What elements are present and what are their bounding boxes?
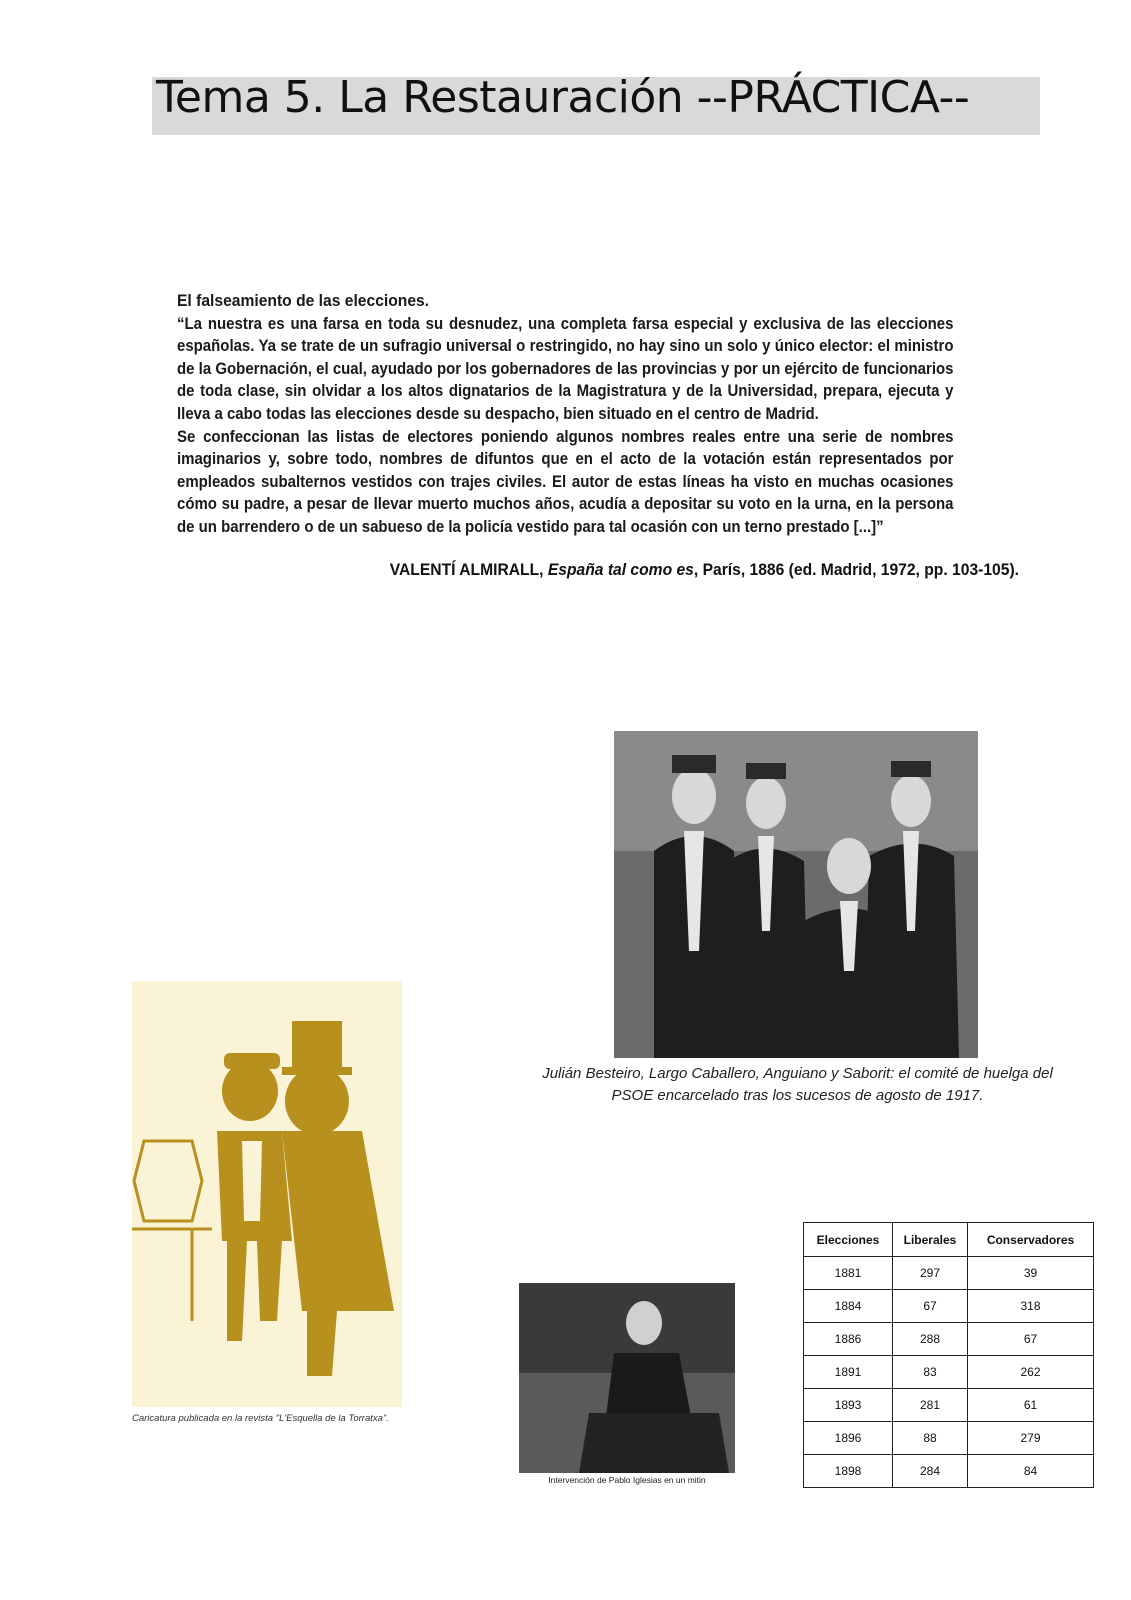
table-row [804,1455,1094,1488]
table-cell: 1893 [804,1389,893,1422]
table-cell: 1891 [804,1356,893,1389]
table-cell: 83 [893,1356,968,1389]
table-row [804,1422,1094,1455]
elections-table [803,1222,1094,1488]
text-paragraph-1: “La nuestra es una farsa en toda su desnudez, una completa farsa especial y exclusiva de las elecciones españolas. Ya se trate de un sufragio universal o restringido, no hay sino un solo y único elector: el ministro de la Gobernación, el cual, ayudado por los gobernadores de las provincias y por un ejército de funcionarios de toda clase, sin olvidar a los altos dignatarios de la Magistratura y de la Universidad, prepara, ejecuta y lleva a cabo todas las elecciones desde su despacho, bien situado en el centro de Madrid. [177,314,954,423]
table-cell: 88 [893,1422,968,1455]
table-header-row [804,1223,1094,1257]
text-paragraph-2: Se confeccionan las listas de electores poniendo algunos nombres reales entre una serie de nombres imaginarios y, sobre todo, nombres de difuntos que en el acto de la votación están representados por empleados subalternos vestidos con trajes civiles. El autor de estas líneas ha visto en muchas ocasiones cómo su padre, a pesar de llevar muerto muchos años, acudía a depositar su voto en la urna, en la persona de un barrendero o de un sabueso de la policía vestido para tal ocasión con un terno prestado [...]” [177,427,954,536]
iglesias-photo [519,1283,735,1473]
table-cell: 39 [968,1257,1094,1290]
iglesias-caption: Intervención de Pablo Iglesias en un mitin [548,1475,706,1485]
citation-work: España tal como es [547,560,694,579]
committee-caption: Julián Besteiro, Largo Caballero, Anguiano y Saborit: el comité de huelga del PSOE encarcelado tras los sucesos de agosto de 1917. [542,1065,1053,1104]
table-cell: 84 [968,1455,1094,1488]
caricature-caption: Caricatura publicada en la revista "L'Esquella de la Torratxa". [132,1413,389,1424]
table-header-cell: Elecciones [804,1223,893,1257]
citation [390,560,1019,580]
table-header-cell: Conservadores [968,1223,1094,1257]
citation-rest: , París, 1886 (ed. Madrid, 1972, pp. 103-105). [693,560,1019,579]
table-cell: 288 [893,1323,968,1356]
source-text: El falseamiento de las elecciones. “La nuestra es una farsa en toda su desnudez, una completa farsa especial y exclusiva de las elecciones españolas. Ya se trate de un sufragio universal o restringido, no hay sino un solo y único elector: el ministro de la Gobernación, el cual, ayudado por los gobernadores de las provincias y por un ejército de funcionarios de toda clase, sin olvidar a los altos dignatarios de la Magistratura y de la Universidad, prepara, ejecuta y lleva a cabo todas las elecciones desde su despacho, bien situado en el centro de Madrid. Se confeccionan las listas de electores poniendo algunos nombres reales entre una serie de nombres imaginarios y, sobre todo, nombres de difuntos que en el acto de la votación están representados por empleados subalternos vestidos con trajes civiles. El autor de estas líneas ha visto en muchas ocasiones cómo su padre, a pesar de llevar muerto muchos años, acudía a depositar su voto en la urna, en la persona de un barrendero o de un sabueso de la policía vestido para tal ocasión con un terno prestado [...]” [177,290,953,539]
table-cell: 1896 [804,1422,893,1455]
table-cell: 318 [968,1290,1094,1323]
table-row [804,1323,1094,1356]
table-cell: 262 [968,1356,1094,1389]
table-cell: 61 [968,1389,1094,1422]
table-header-cell: Liberales [893,1223,968,1257]
page-title: Tema 5. La Restauración --PRÁCTICA-- [156,72,970,123]
table-cell: 1881 [804,1257,893,1290]
table-row [804,1290,1094,1323]
table-cell: 284 [893,1455,968,1488]
table-cell: 67 [893,1290,968,1323]
table-cell: 67 [968,1323,1094,1356]
table-row [804,1389,1094,1422]
citation-author: VALENTÍ ALMIRALL, [389,560,548,579]
table-cell: 281 [893,1389,968,1422]
table-row [804,1257,1094,1290]
committee-photo [614,731,978,1058]
table-row [804,1356,1094,1389]
table-cell: 279 [968,1422,1094,1455]
table-cell: 297 [893,1257,968,1290]
table-cell: 1886 [804,1323,893,1356]
text-heading: El falseamiento de las elecciones [177,291,425,310]
table-cell: 1898 [804,1455,893,1488]
caricature-image [132,981,402,1407]
table-cell: 1884 [804,1290,893,1323]
